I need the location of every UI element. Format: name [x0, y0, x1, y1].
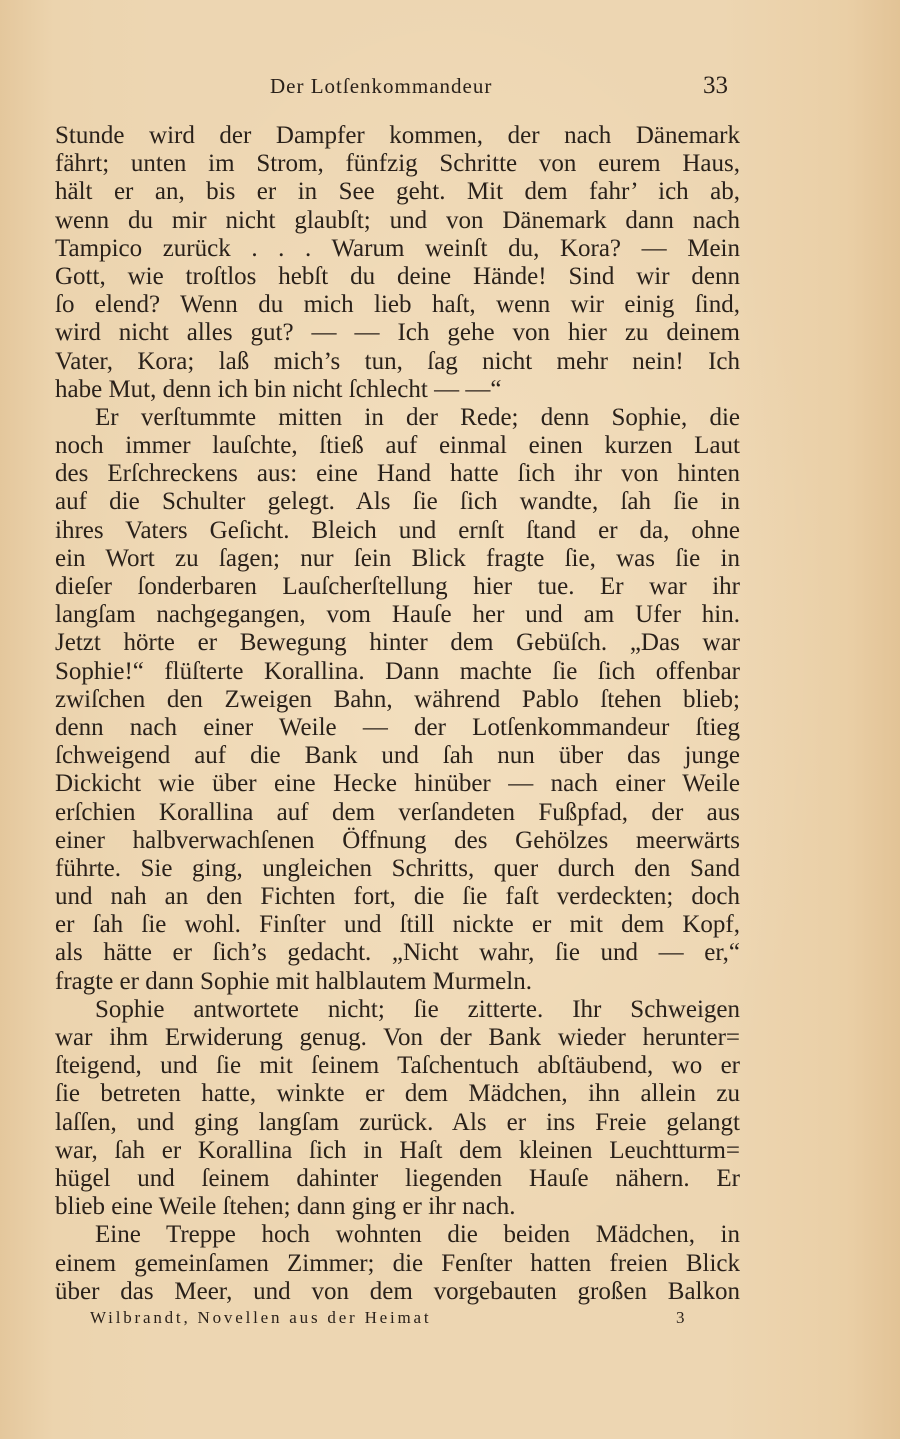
paragraph: [55, 996, 740, 1222]
text-line: Sophie antwortete nicht; ſie zitterte. Ihr Schweigen: [95, 995, 740, 1023]
text-line: ihres Vaters Geſicht. Bleich und ernſt ſtand er da, ohne: [55, 516, 740, 544]
text-line: fährt; unten im Strom, fünfzig Schritte von eurem Haus,: [55, 150, 740, 178]
text-line: als hätte er ſich’s gedacht. „Nicht wahr, ſie und — er,“: [55, 939, 740, 967]
text-line: und nah an den Fichten fort, die ſie faſt verdeckten; doch: [55, 883, 740, 911]
text-line: denn nach einer Weile — der Lotſenkommandeur ſtieg: [55, 713, 740, 741]
text-line: habe Mut, denn ich bin nicht ſchlecht — —“: [55, 375, 502, 403]
paragraph: [55, 404, 740, 996]
text-line: blieb eine Weile ſtehen; dann ging er ihr nach.: [55, 1193, 516, 1221]
page-number: 33: [703, 72, 728, 99]
text-line: Eine Treppe hoch wohnten die beiden Mädchen, in: [95, 1221, 740, 1249]
paragraph: [55, 1221, 740, 1306]
text-line: Sophie!“ flüſterte Korallina. Dann machte ſie ſich offenbar: [55, 657, 740, 685]
body-text: [55, 122, 740, 1306]
text-line: einer halbverwachſenen Öffnung des Gehölzes meerwärts: [55, 826, 740, 854]
text-line: noch immer lauſchte, ſtieß auf einmal einen kurzen Laut: [55, 432, 740, 460]
text-line: er ſah ſie wohl. Finſter und ſtill nickte er mit dem Kopf,: [55, 911, 740, 939]
text-line: einem gemeinſamen Zimmer; die Fenſter hatten freien Blick: [55, 1249, 740, 1277]
text-line: Dickicht wie über eine Hecke hinüber — nach einer Weile: [55, 770, 740, 798]
text-line: hält er an, bis er in See geht. Mit dem fahr’ ich ab,: [55, 178, 740, 206]
text-line: auf die Schulter gelegt. Als ſie ſich wandte, ſah ſie in: [55, 488, 740, 516]
paragraph: [55, 122, 740, 404]
text-line: ſteigend, und ſie mit ſeinem Taſchentuch abſtäubend, wo er: [55, 1052, 740, 1080]
text-line: war ihm Erwiderung genug. Von der Bank wieder herunter=: [55, 1024, 740, 1051]
text-line: Stunde wird der Dampfer kommen, der nach Dänemark: [55, 122, 740, 149]
running-header-title: Der Lotſenkommandeur: [270, 74, 493, 98]
text-line: wird nicht alles gut? — — Ich gehe von hier zu deinem: [55, 319, 740, 347]
text-line: Gott, wie troſtlos hebſt du deine Hände! Sind wir denn: [55, 262, 740, 290]
text-line: ſie betreten hatte, winkte er dem Mädchen, ihn allein zu: [55, 1080, 740, 1108]
text-line: war, ſah er Korallina ſich in Haſt dem kleinen Leuchtturm=: [55, 1136, 740, 1164]
text-line: langſam nachgegangen, vom Hauſe her und am Ufer hin.: [55, 601, 740, 629]
footer-signature: Wilbrandt, Novellen aus der Heimat: [90, 1308, 432, 1327]
text-line: erſchien Korallina auf dem verſandeten Fußpfad, der aus: [55, 798, 740, 826]
footer-sheet-number: 3: [676, 1308, 685, 1327]
text-line: des Erſchreckens aus: eine Hand hatte ſich ihr von hinten: [55, 460, 740, 488]
text-line: fragte er dann Sophie mit halblautem Murmeln.: [55, 967, 532, 995]
text-line: dieſer ſonderbaren Lauſcherſtellung hier tue. Er war ihr: [55, 573, 740, 600]
text-line: wenn du mir nicht glaubſt; und von Dänemark dann nach: [55, 206, 740, 234]
text-line: Er verſtummte mitten in der Rede; denn Sophie, die: [95, 403, 740, 431]
text-line: führte. Sie ging, ungleichen Schritts, quer durch den Sand: [55, 854, 740, 882]
text-line: laſſen, und ging langſam zurück. Als er ins Freie gelangt: [55, 1108, 740, 1136]
text-line: ein Wort zu ſagen; nur ſein Blick fragte ſie, was ſie in: [55, 544, 740, 572]
text-line: Jetzt hörte er Bewegung hinter dem Gebüſch. „Das war: [55, 629, 740, 657]
text-line: hügel und ſeinem dahinter liegenden Hauſe nähern. Er: [55, 1164, 740, 1192]
text-line: Tampico zurück . . . Warum weinſt du, Kora? — Mein: [55, 234, 740, 262]
text-line: über das Meer, und von dem vorgebauten großen Balkon: [55, 1277, 740, 1305]
text-line: zwiſchen den Zweigen Bahn, während Pablo ſtehen blieb;: [55, 685, 740, 713]
text-line: ſchweigend auf die Bank und ſah nun über das junge: [55, 742, 740, 770]
text-line: Vater, Kora; laß mich’s tun, ſag nicht mehr nein! Ich: [55, 347, 740, 375]
text-line: ſo elend? Wenn du mich lieb haſt, wenn wir einig ſind,: [55, 291, 740, 319]
